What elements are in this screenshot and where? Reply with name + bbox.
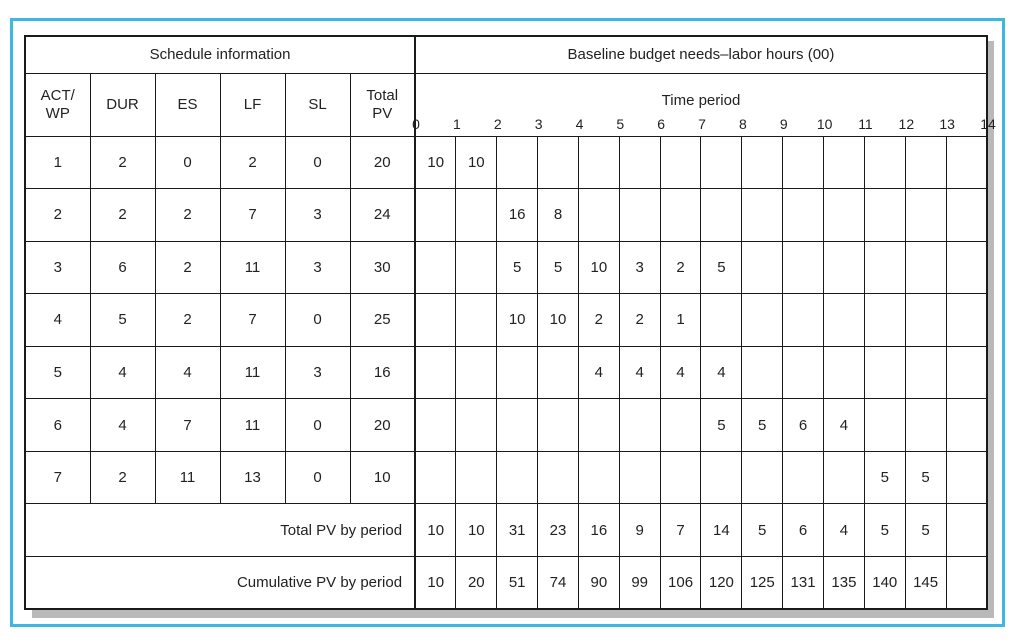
period-cell	[946, 241, 987, 294]
cell-es: 0	[155, 136, 220, 189]
period-cell: 10	[415, 136, 456, 189]
period-cell	[415, 346, 456, 399]
period-value	[946, 504, 987, 557]
period-cell	[864, 136, 905, 189]
cell-pv: 10	[350, 451, 415, 504]
period-value: 10	[415, 504, 456, 557]
total-pv-row-label: Total PV by period	[25, 504, 415, 557]
period-value: 6	[783, 504, 824, 557]
period-cell: 2	[578, 294, 619, 347]
period-value: 10	[415, 556, 456, 609]
period-cell	[456, 294, 497, 347]
table-row	[25, 294, 987, 347]
cell-es: 4	[155, 346, 220, 399]
period-cell	[783, 241, 824, 294]
cell-lf: 13	[220, 451, 285, 504]
period-cell	[456, 189, 497, 242]
time-period-tick: 11	[858, 115, 873, 132]
period-cell: 10	[538, 294, 579, 347]
cell-es: 11	[155, 451, 220, 504]
period-cell: 4	[701, 346, 742, 399]
period-value: 90	[578, 556, 619, 609]
period-cell	[823, 294, 864, 347]
period-cell	[783, 189, 824, 242]
period-cell: 4	[578, 346, 619, 399]
period-cell: 2	[660, 241, 701, 294]
period-value: 7	[660, 504, 701, 557]
cell-sl: 0	[285, 399, 350, 452]
period-cell	[946, 189, 987, 242]
period-cell: 4	[823, 399, 864, 452]
cell-sl: 0	[285, 451, 350, 504]
cell-sl: 3	[285, 241, 350, 294]
time-period-tick: 10	[816, 115, 833, 132]
cell-lf: 2	[220, 136, 285, 189]
period-value: 74	[538, 556, 579, 609]
time-period-tick: 12	[898, 115, 915, 132]
period-cell	[701, 294, 742, 347]
cumulative-pv-row-label: Cumulative PV by period	[25, 556, 415, 609]
cell-dur: 4	[90, 346, 155, 399]
period-value: 106	[660, 556, 701, 609]
table-row	[25, 451, 987, 504]
period-value: 9	[619, 504, 660, 557]
period-cell	[823, 189, 864, 242]
time-period-tick: 2	[493, 115, 502, 132]
period-cell	[946, 294, 987, 347]
period-cell	[701, 451, 742, 504]
period-cell: 5	[905, 451, 946, 504]
time-period-tick: 7	[698, 115, 706, 132]
period-cell	[538, 136, 579, 189]
period-cell	[905, 399, 946, 452]
period-cell	[660, 189, 701, 242]
period-cell	[742, 189, 783, 242]
period-cell	[497, 346, 538, 399]
time-period-tick: 9	[779, 115, 788, 132]
period-value: 4	[823, 504, 864, 557]
period-cell	[823, 451, 864, 504]
period-cell: 5	[701, 399, 742, 452]
period-cell	[946, 451, 987, 504]
time-period-tick: 5	[616, 115, 625, 132]
cell-es: 2	[155, 189, 220, 242]
period-cell	[660, 136, 701, 189]
period-value: 145	[905, 556, 946, 609]
period-cell	[783, 136, 824, 189]
cell-act: 2	[25, 189, 90, 242]
time-period-tick: 0	[412, 115, 420, 132]
period-value: 5	[742, 504, 783, 557]
cell-pv: 25	[350, 294, 415, 347]
time-period-header	[412, 73, 996, 136]
period-value	[946, 556, 987, 609]
period-cell	[619, 136, 660, 189]
period-cell	[864, 346, 905, 399]
period-cell	[864, 294, 905, 347]
period-cell	[415, 451, 456, 504]
period-cell	[864, 241, 905, 294]
period-value: 31	[497, 504, 538, 557]
cell-es: 2	[155, 241, 220, 294]
cell-sl: 3	[285, 346, 350, 399]
cell-sl: 3	[285, 189, 350, 242]
period-cell	[742, 451, 783, 504]
cell-lf: 11	[220, 399, 285, 452]
table-row	[25, 136, 987, 189]
table-row	[25, 399, 987, 452]
baseline-budget-header: Baseline budget needs–labor hours (00)	[415, 36, 987, 73]
cell-dur: 2	[90, 451, 155, 504]
period-cell: 4	[660, 346, 701, 399]
period-cell	[905, 294, 946, 347]
period-cell: 6	[783, 399, 824, 452]
period-cell: 5	[701, 241, 742, 294]
period-cell	[864, 399, 905, 452]
time-period-tick: 6	[657, 115, 666, 132]
col-header-act-wp: ACT/ WP	[25, 73, 90, 136]
cell-sl: 0	[285, 294, 350, 347]
time-period-tick: 13	[939, 115, 955, 132]
cell-pv: 16	[350, 346, 415, 399]
cell-pv: 30	[350, 241, 415, 294]
period-cell: 10	[578, 241, 619, 294]
period-cell	[946, 136, 987, 189]
table-row	[25, 241, 987, 294]
period-value: 99	[619, 556, 660, 609]
time-period-tick: 14	[980, 115, 996, 132]
period-value: 51	[497, 556, 538, 609]
time-period-title: Time period	[661, 91, 741, 109]
period-cell	[905, 346, 946, 399]
col-header-total-pv: Total PV	[350, 73, 415, 136]
period-cell	[538, 399, 579, 452]
cell-dur: 2	[90, 189, 155, 242]
period-cell	[415, 399, 456, 452]
time-period-tick: 8	[738, 115, 747, 132]
table-row	[25, 189, 987, 242]
cell-dur: 6	[90, 241, 155, 294]
period-cell	[905, 241, 946, 294]
period-cell	[783, 346, 824, 399]
col-header-lf: LF	[220, 73, 285, 136]
period-cell	[415, 294, 456, 347]
period-cell	[497, 399, 538, 452]
period-value: 135	[823, 556, 864, 609]
cell-dur: 2	[90, 136, 155, 189]
period-cell	[456, 241, 497, 294]
cell-pv: 20	[350, 399, 415, 452]
cell-pv: 24	[350, 189, 415, 242]
period-cell: 5	[497, 241, 538, 294]
period-cell	[823, 241, 864, 294]
period-cell	[742, 241, 783, 294]
period-cell: 2	[619, 294, 660, 347]
period-cell	[497, 136, 538, 189]
cell-pv: 20	[350, 136, 415, 189]
period-cell	[619, 451, 660, 504]
period-cell: 10	[456, 136, 497, 189]
period-value: 14	[701, 504, 742, 557]
period-value: 10	[456, 504, 497, 557]
period-cell	[619, 399, 660, 452]
period-cell	[823, 346, 864, 399]
period-cell	[578, 189, 619, 242]
period-value: 23	[538, 504, 579, 557]
period-cell	[701, 189, 742, 242]
period-cell	[660, 399, 701, 452]
col-header-dur: DUR	[90, 73, 155, 136]
period-cell	[456, 399, 497, 452]
period-cell: 8	[538, 189, 579, 242]
period-cell	[783, 294, 824, 347]
period-cell: 5	[742, 399, 783, 452]
period-cell	[946, 399, 987, 452]
period-cell: 1	[660, 294, 701, 347]
cell-lf: 7	[220, 189, 285, 242]
period-cell	[742, 294, 783, 347]
table-row	[25, 346, 987, 399]
period-cell: 10	[497, 294, 538, 347]
period-cell	[905, 189, 946, 242]
period-cell	[578, 451, 619, 504]
cell-dur: 4	[90, 399, 155, 452]
period-value: 131	[783, 556, 824, 609]
col-header-es: ES	[155, 73, 220, 136]
period-cell: 3	[619, 241, 660, 294]
time-period-tick: 3	[534, 115, 543, 132]
period-cell: 5	[864, 451, 905, 504]
schedule-budget-table	[24, 35, 996, 610]
total-pv-row	[25, 504, 987, 557]
cell-sl: 0	[285, 136, 350, 189]
period-value: 20	[456, 556, 497, 609]
period-cell	[742, 136, 783, 189]
period-cell: 4	[619, 346, 660, 399]
period-cell	[823, 136, 864, 189]
cell-lf: 11	[220, 241, 285, 294]
period-value: 120	[701, 556, 742, 609]
cell-act: 1	[25, 136, 90, 189]
period-cell	[578, 399, 619, 452]
period-cell	[497, 451, 538, 504]
period-cell: 5	[538, 241, 579, 294]
period-cell	[578, 136, 619, 189]
period-cell	[538, 451, 579, 504]
time-period-tick: 1	[452, 115, 461, 132]
period-cell	[701, 136, 742, 189]
period-cell	[660, 451, 701, 504]
cell-act: 7	[25, 451, 90, 504]
period-cell	[538, 346, 579, 399]
cell-es: 7	[155, 399, 220, 452]
period-cell	[456, 346, 497, 399]
cell-act: 5	[25, 346, 90, 399]
period-cell	[783, 451, 824, 504]
schedule-info-header: Schedule information	[25, 36, 415, 73]
period-cell	[456, 451, 497, 504]
period-value: 5	[864, 504, 905, 557]
cell-dur: 5	[90, 294, 155, 347]
cumulative-pv-row	[25, 556, 987, 609]
period-value: 16	[578, 504, 619, 557]
period-cell	[864, 189, 905, 242]
period-cell	[946, 346, 987, 399]
period-cell	[415, 189, 456, 242]
period-value: 5	[905, 504, 946, 557]
period-value: 140	[864, 556, 905, 609]
cell-lf: 11	[220, 346, 285, 399]
period-cell	[742, 346, 783, 399]
period-value: 125	[742, 556, 783, 609]
period-cell	[619, 189, 660, 242]
cell-act: 4	[25, 294, 90, 347]
cell-act: 3	[25, 241, 90, 294]
cell-es: 2	[155, 294, 220, 347]
col-header-sl: SL	[285, 73, 350, 136]
cell-lf: 7	[220, 294, 285, 347]
cell-act: 6	[25, 399, 90, 452]
period-cell	[415, 241, 456, 294]
time-period-tick: 4	[575, 115, 584, 132]
period-cell	[905, 136, 946, 189]
period-cell: 16	[497, 189, 538, 242]
